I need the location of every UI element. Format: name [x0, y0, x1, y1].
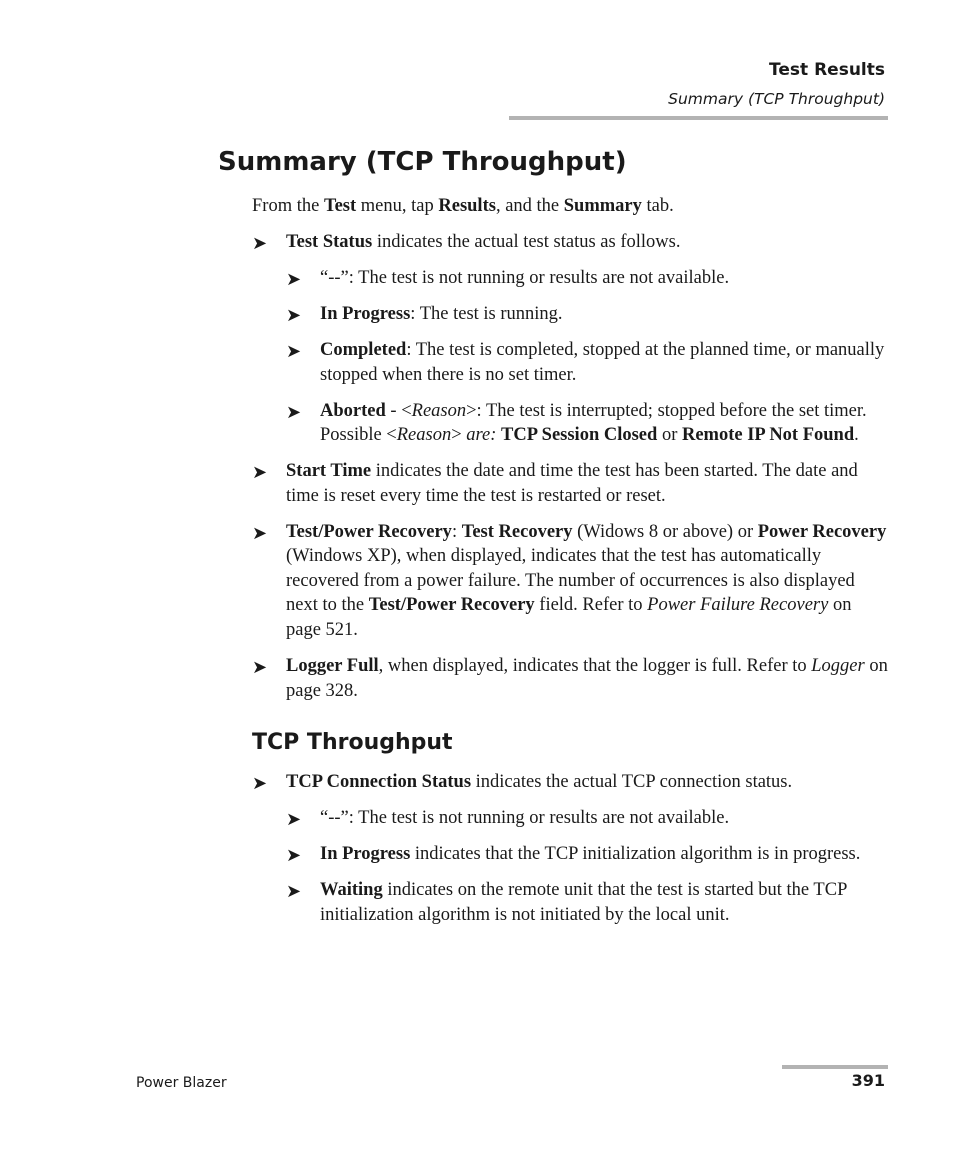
arrow-bullet-icon: ➤	[286, 845, 302, 866]
arrow-bullet-icon: ➤	[252, 462, 268, 483]
bullet-power-recovery: ➤ Test/Power Recovery: Test Recovery (Widows 8 or above) or Power Recovery (Windows XP), when displayed, indicates that the test has automatically recovered from a power failure. The number of occurrences is also displayed next to the Test/Power Recovery field. Refer to Power Failure Recovery on page 521.	[252, 521, 887, 641]
bullet-tcp-in-progress: ➤ In Progress indicates that the TCP initialization algorithm is in progress.	[286, 842, 888, 867]
bullet-status-aborted: ➤ Aborted - <Reason>: The test is interrupted; stopped before the set timer. Possible <Reason> are: TCP Session Closed or Remote IP Not Found.	[286, 400, 867, 446]
bullet-tcp-dash: ➤ “--”: The test is not running or results are not available.	[286, 806, 888, 831]
running-header-subtitle: Summary (TCP Throughput)	[668, 90, 885, 108]
bullet-tcp-waiting: ➤ Waiting indicates on the remote unit that the test is started but the TCP initialization algorithm is not initiated by the local unit.	[286, 880, 847, 925]
arrow-bullet-icon: ➤	[286, 340, 302, 361]
running-header-title: Test Results	[769, 60, 885, 80]
arrow-bullet-icon: ➤	[286, 401, 302, 422]
arrow-bullet-icon: ➤	[252, 522, 268, 543]
arrow-bullet-icon: ➤	[252, 232, 268, 253]
bullet-logger-full: ➤ Logger Full, when displayed, indicates that the logger is full. Refer to Logger on page 328.	[252, 656, 888, 701]
arrow-bullet-icon: ➤	[286, 268, 302, 289]
intro-paragraph: From the Test menu, tap Results, and the Summary tab.	[252, 196, 674, 216]
bullet-test-status: ➤ Test Status indicates the actual test status as follows.	[252, 230, 888, 255]
arrow-bullet-icon: ➤	[286, 881, 302, 902]
bullet-status-in-progress: ➤ In Progress: The test is running.	[286, 302, 888, 327]
arrow-bullet-icon: ➤	[252, 773, 268, 794]
page-number: 391	[851, 1071, 885, 1090]
footer-product-name: Power Blazer	[136, 1075, 227, 1091]
arrow-bullet-icon: ➤	[286, 809, 302, 830]
arrow-bullet-icon: ➤	[286, 304, 302, 325]
content-body	[252, 194, 888, 939]
page-title: Summary (TCP Throughput)	[218, 147, 627, 177]
header-rule	[509, 116, 888, 120]
bullet-status-dash: ➤ “--”: The test is not running or results are not available.	[286, 266, 888, 291]
bullet-status-completed: ➤ Completed: The test is completed, stopped at the planned time, or manually stopped when there is no set timer.	[286, 339, 885, 385]
arrow-bullet-icon: ➤	[252, 657, 268, 678]
bullet-start-time: ➤ Start Time indicates the date and time the test has been started. The date and time is reset every time the test is restarted or reset.	[252, 461, 858, 506]
bullet-tcp-connection-status: ➤ TCP Connection Status indicates the actual TCP connection status.	[252, 770, 888, 795]
section-heading-tcp-throughput: TCP Throughput	[252, 730, 453, 756]
